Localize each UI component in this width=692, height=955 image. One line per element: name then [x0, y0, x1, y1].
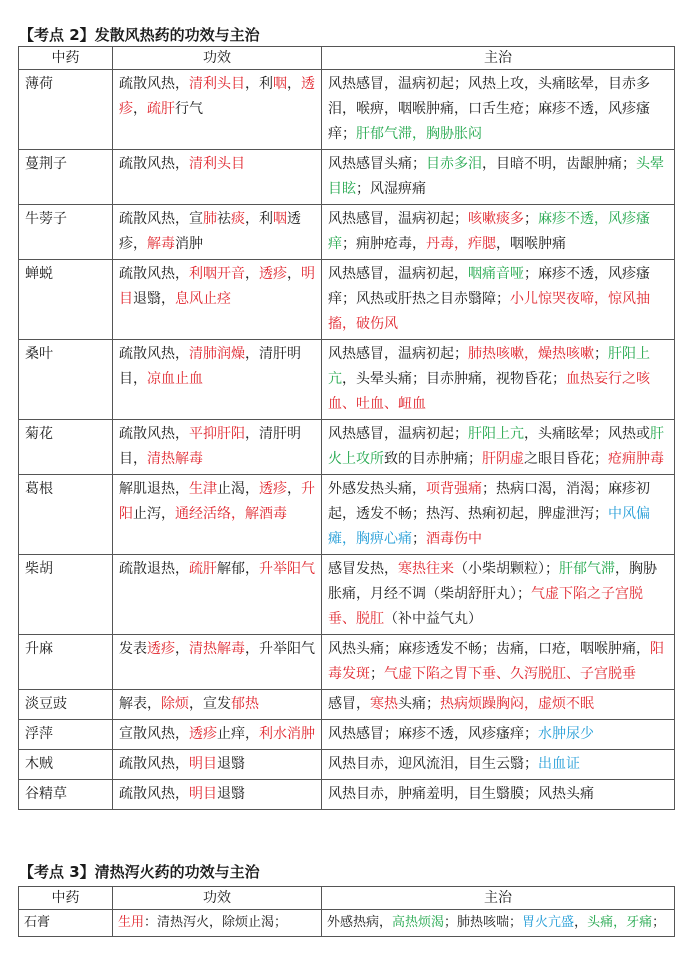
effect-text-segment: 疏散风热， — [119, 266, 189, 282]
effect-text-segment: 行气 — [175, 101, 203, 117]
effect-text-segment: 升阳 — [119, 481, 315, 522]
indication-text-segment: ； — [370, 666, 384, 682]
effect-text-segment: 郁热 — [231, 696, 259, 712]
herb-indication-cell — [322, 205, 675, 260]
indication-text-segment: 咽痛音哑 — [468, 266, 524, 282]
herb-effect-cell — [113, 690, 322, 720]
indication-text-segment: ， — [574, 915, 588, 930]
effect-text-segment: 清利头目 — [189, 156, 245, 172]
effect-text-segment: 明目 — [189, 756, 217, 772]
effect-text-segment: 宣散风热， — [119, 726, 189, 742]
indication-text-segment: 头痛； — [398, 696, 440, 712]
effect-text-segment: 发表 — [119, 641, 147, 657]
effect-text-segment: 利水消肿 — [259, 726, 315, 742]
effect-text-segment: 通经活络，解酒毒 — [175, 506, 287, 522]
table-row — [19, 150, 675, 205]
herb-indication-cell — [322, 910, 675, 937]
indication-text-segment: 胃火亢盛 — [522, 915, 575, 930]
herb-name-cell: 淡豆豉 — [19, 690, 113, 720]
effect-text-segment: ， — [175, 641, 189, 657]
indication-text-segment: 小儿惊哭夜啼，惊风抽搐，破伤风 — [328, 291, 650, 332]
indication-text-segment: ，头痛眩晕；风热或 — [524, 426, 650, 442]
effect-text-segment: 清热解毒 — [189, 641, 245, 657]
effect-text-segment: ，清肝明目， — [119, 426, 301, 467]
herb-effect-cell — [113, 70, 322, 150]
indication-text-segment: 风热感冒；麻疹不透，风疹瘙痒； — [328, 726, 538, 742]
indication-text-segment: 肝郁气滞，胸胁胀闷 — [356, 126, 482, 142]
effect-text-segment: 清热解毒 — [147, 451, 203, 467]
section-title-3: 【考点 3】清热泻火药的功效与主治 — [19, 863, 260, 881]
effect-text-segment: 利咽开音 — [189, 266, 245, 282]
table-row — [19, 340, 675, 420]
table-row — [19, 910, 675, 937]
indication-text-segment: 感冒， — [328, 696, 370, 712]
herb-name-cell: 柴胡 — [19, 555, 113, 635]
effect-text-segment: 痰 — [231, 211, 245, 227]
herb-effect-cell — [113, 555, 322, 635]
herb-name-cell: 薄荷 — [19, 70, 113, 150]
herb-indication-cell — [322, 475, 675, 555]
effect-text-segment: ， — [287, 266, 301, 282]
table-row — [19, 555, 675, 635]
effect-text-segment: 消肿 — [175, 236, 203, 252]
indication-text-segment: 外感热病， — [327, 915, 393, 930]
effect-text-segment: 止泻， — [133, 506, 175, 522]
effect-text-segment: ， — [287, 76, 301, 92]
herb-name-cell: 谷精草 — [19, 780, 113, 810]
herb-effect-cell — [113, 720, 322, 750]
indication-text-segment: 风热感冒头痛； — [328, 156, 426, 172]
herb-indication-cell — [322, 635, 675, 690]
effect-text-segment: 生津 — [189, 481, 217, 497]
herb-indication-cell — [322, 750, 675, 780]
header-effect: 功效 — [113, 47, 322, 70]
indication-text-segment: 肺热咳嗽，燥热咳嗽 — [468, 346, 594, 362]
table-row — [19, 70, 675, 150]
indication-text-segment: 中风偏瘫，胸痹心痛 — [328, 506, 650, 547]
table-row — [19, 260, 675, 340]
header-herb: 中药 — [19, 47, 113, 70]
effect-text-segment: ，利 — [245, 76, 273, 92]
effect-text-segment: 疏散风热， — [119, 156, 189, 172]
herb-name-cell: 牛蒡子 — [19, 205, 113, 260]
table-row — [19, 475, 675, 555]
effect-text-segment: ，利 — [245, 211, 273, 227]
indication-text-segment: ；风湿痹痛 — [356, 181, 426, 197]
indication-text-segment: ，胸胁胀痛，月经不调（柴胡舒肝丸）； — [328, 561, 657, 602]
indication-text-segment: 疮痈肿毒 — [608, 451, 664, 467]
effect-text-segment: 明目 — [189, 786, 217, 802]
herb-effect-cell — [113, 475, 322, 555]
table-row — [19, 205, 675, 260]
indication-text-segment: ；痈肿疮毒， — [342, 236, 426, 252]
table-row — [19, 750, 675, 780]
effect-text-segment: 透疹 — [259, 481, 287, 497]
herb-table-wind-heat — [18, 46, 675, 810]
indication-text-segment: ； — [652, 915, 666, 930]
indication-text-segment: 寒热往来 — [398, 561, 454, 577]
effect-text-segment: 疏散风热， — [119, 426, 189, 442]
herb-effect-cell — [113, 340, 322, 420]
table-header-row — [19, 47, 675, 70]
indication-text-segment: 肝郁气滞 — [559, 561, 615, 577]
indication-text-segment: 风热目赤，迎风流泪，目生云翳； — [328, 756, 538, 772]
effect-text-segment: 疏肝 — [189, 561, 217, 577]
effect-text-segment: 透疹 — [259, 266, 287, 282]
indication-text-segment: ；肺热咳喘； — [444, 915, 523, 930]
indication-text-segment: 风热感冒，温病初起； — [328, 211, 468, 227]
effect-text-segment: 清肺润燥 — [189, 346, 245, 362]
herb-effect-cell — [113, 205, 322, 260]
effect-text-segment: 解毒 — [147, 236, 175, 252]
indication-text-segment: 出血证 — [538, 756, 580, 772]
herb-name-cell: 木贼 — [19, 750, 113, 780]
indication-text-segment: 肝阳上亢 — [468, 426, 524, 442]
herb-name-cell: 菊花 — [19, 420, 113, 475]
effect-text-segment: 退翳 — [217, 756, 245, 772]
header-herb: 中药 — [19, 887, 113, 910]
effect-text-segment: 清利头目 — [189, 76, 245, 92]
indication-text-segment: ，头晕头痛；目赤肿痛，视物昏花； — [342, 371, 566, 387]
effect-text-segment: 疏散风热， — [119, 786, 189, 802]
indication-text-segment: ； — [594, 346, 608, 362]
indication-text-segment: 阳毒发斑 — [328, 641, 664, 682]
herb-indication-cell — [322, 420, 675, 475]
indication-text-segment: ，咽喉肿痛 — [496, 236, 566, 252]
herb-effect-cell — [113, 150, 322, 205]
effect-text-segment: 咽 — [273, 76, 287, 92]
herb-effect-cell — [113, 910, 322, 937]
indication-text-segment: 肝阴虚 — [482, 451, 524, 467]
effect-text-segment: 解表， — [119, 696, 161, 712]
effect-text-segment: 凉血止血 — [147, 371, 203, 387]
herb-effect-cell — [113, 750, 322, 780]
indication-text-segment: 风热目赤，肿痛羞明，目生翳膜；风热头痛 — [328, 786, 594, 802]
effect-text-segment: 平抑肝阳 — [189, 426, 245, 442]
herb-name-cell: 蝉蜕 — [19, 260, 113, 340]
header-indication: 主治 — [322, 887, 675, 910]
indication-text-segment: 咳嗽痰多 — [468, 211, 524, 227]
effect-text-segment: 解肌退热， — [119, 481, 189, 497]
herb-indication-cell — [322, 555, 675, 635]
effect-text-segment: 升举阳气 — [259, 561, 315, 577]
indication-text-segment: （小柴胡颗粒）； — [454, 561, 559, 577]
effect-text-segment: 透疹， — [119, 211, 301, 252]
indication-text-segment: 之眼目昏花； — [524, 451, 608, 467]
herb-name-cell: 葛根 — [19, 475, 113, 555]
effect-text-segment: 肺 — [203, 211, 217, 227]
herb-effect-cell — [113, 260, 322, 340]
herb-effect-cell — [113, 635, 322, 690]
herb-effect-cell — [113, 780, 322, 810]
indication-text-segment: 麻疹不透，风疹瘙痒 — [328, 211, 650, 252]
effect-text-segment: 透疹 — [147, 641, 175, 657]
indication-text-segment: 外感发热头痛， — [328, 481, 426, 497]
indication-text-segment: 气虚下陷之子宫脱垂、脱肛 — [328, 586, 643, 627]
indication-text-segment: 热病烦躁胸闷，虚烦不眠 — [440, 696, 594, 712]
herb-name-cell: 石膏 — [19, 910, 113, 937]
indication-text-segment: 肝火上攻所 — [328, 426, 664, 467]
effect-text-segment: 疏肝 — [147, 101, 175, 117]
effect-text-segment: 疏散风热， — [119, 76, 189, 92]
herb-indication-cell — [322, 720, 675, 750]
table-row — [19, 420, 675, 475]
herb-name-cell: 浮萍 — [19, 720, 113, 750]
effect-text-segment: 疏散风热， — [119, 756, 189, 772]
herb-indication-cell — [322, 150, 675, 205]
effect-text-segment: 疏散风热，宣 — [119, 211, 203, 227]
indication-text-segment: 风热感冒，温病初起， — [328, 266, 468, 282]
effect-text-segment: 解郁， — [217, 561, 259, 577]
indication-text-segment: 气虚下陷之胃下垂、久泻脱肛、子宫脱垂 — [384, 666, 636, 682]
herb-effect-cell — [113, 420, 322, 475]
effect-text-segment: ：清热泻火，除烦止渴； — [144, 915, 288, 930]
indication-text-segment: 水肿尿少 — [538, 726, 594, 742]
table-row — [19, 720, 675, 750]
herb-name-cell: 升麻 — [19, 635, 113, 690]
effect-text-segment: 退翳， — [133, 291, 175, 307]
effect-text-segment: ，升举阳气 — [245, 641, 315, 657]
effect-text-segment: ， — [245, 266, 259, 282]
indication-text-segment: 风热感冒，温病初起； — [328, 426, 468, 442]
effect-text-segment: ， — [287, 481, 301, 497]
effect-text-segment: 明目 — [119, 266, 315, 307]
indication-text-segment: 头晕目眩 — [328, 156, 664, 197]
indication-text-segment: 丹毒，痄腮 — [426, 236, 496, 252]
indication-text-segment: ；麻疹不透，风疹瘙痒；风热或肝热之目赤翳障； — [328, 266, 650, 307]
indication-text-segment: ； — [412, 531, 426, 547]
herb-indication-cell — [322, 260, 675, 340]
indication-text-segment: 风热感冒，温病初起；风热上攻，头痛眩晕，目赤多泪，喉痹，咽喉肿痛，口舌生疮；麻疹不透，风疹瘙痒； — [328, 76, 650, 142]
header-effect: 功效 — [113, 887, 322, 910]
herb-name-cell: 桑叶 — [19, 340, 113, 420]
indication-text-segment: 项背强痛 — [426, 481, 482, 497]
herb-indication-cell — [322, 70, 675, 150]
indication-text-segment: 致的目赤肿痛； — [384, 451, 482, 467]
indication-text-segment: 酒毒伤中 — [426, 531, 482, 547]
table-header-row — [19, 887, 675, 910]
header-indication: 主治 — [322, 47, 675, 70]
indication-text-segment: 目赤多泪 — [426, 156, 482, 172]
effect-text-segment: ，宣发 — [189, 696, 231, 712]
effect-text-segment: 疏散风热， — [119, 346, 189, 362]
indication-text-segment: ，目暗不明，齿龈肿痛； — [482, 156, 636, 172]
effect-text-segment: 祛 — [217, 211, 231, 227]
herb-indication-cell — [322, 340, 675, 420]
indication-text-segment: 高热烦渴 — [392, 915, 445, 930]
section-title-2: 【考点 2】发散风热药的功效与主治 — [19, 26, 260, 44]
effect-text-segment: ， — [133, 101, 147, 117]
indication-text-segment: 感冒发热， — [328, 561, 398, 577]
effect-text-segment: 生用 — [118, 915, 145, 930]
herb-table-heat-clearing — [18, 886, 675, 937]
herb-indication-cell — [322, 690, 675, 720]
table-row — [19, 690, 675, 720]
indication-text-segment: 寒热 — [370, 696, 398, 712]
effect-text-segment: 除烦 — [161, 696, 189, 712]
indication-text-segment: 风热头痛；麻疹透发不畅；齿痛，口疮，咽喉肿痛， — [328, 641, 650, 657]
herb-name-cell: 蔓荆子 — [19, 150, 113, 205]
effect-text-segment: 退翳 — [217, 786, 245, 802]
herb-indication-cell — [322, 780, 675, 810]
indication-text-segment: 血热妄行之咳血、吐血、衄血 — [328, 371, 650, 412]
indication-text-segment: ； — [524, 211, 538, 227]
effect-text-segment: 止渴， — [217, 481, 259, 497]
table-row — [19, 780, 675, 810]
effect-text-segment: 疏散退热， — [119, 561, 189, 577]
indication-text-segment: 肝阳上亢 — [328, 346, 650, 387]
indication-text-segment: 风热感冒，温病初起； — [328, 346, 468, 362]
effect-text-segment: 透疹 — [189, 726, 217, 742]
effect-text-segment: 咽 — [273, 211, 287, 227]
indication-text-segment: （补中益气丸） — [384, 611, 482, 627]
table-row — [19, 635, 675, 690]
indication-text-segment: 头痛，牙痛 — [587, 915, 653, 930]
effect-text-segment: 止痒， — [217, 726, 259, 742]
effect-text-segment: 透疹 — [119, 76, 315, 117]
effect-text-segment: ，清肝明目， — [119, 346, 301, 387]
indication-text-segment: ；热病口渴，消渴；麻疹初起，透发不畅；热泻、热痢初起，脾虚泄泻； — [328, 481, 650, 522]
effect-text-segment: 息风止痉 — [175, 291, 231, 307]
